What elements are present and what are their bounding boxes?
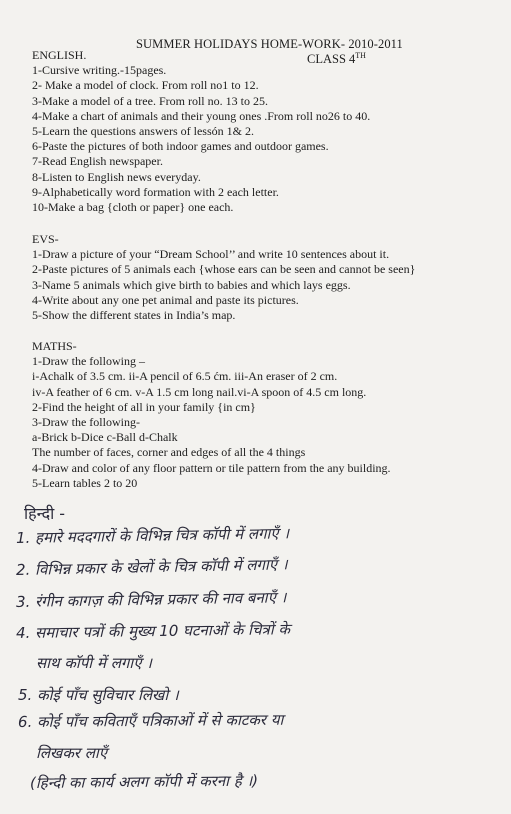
- hindi-item: लिखकर लाएँ: [36, 744, 108, 762]
- english-heading: ENGLISH.: [32, 48, 87, 62]
- maths-item: 1-Draw the following –: [32, 354, 145, 369]
- hindi-item: 2. विभिन्न प्रकार के खेलों के चित्र कॉपी में लगाएँ ।: [15, 555, 288, 579]
- evs-heading: EVS-: [32, 232, 59, 246]
- english-item: 8-Listen to English news everyday.: [32, 169, 201, 184]
- english-item: 9-Alphabetically word formation with 2 each letter.: [32, 184, 279, 199]
- maths-item: The number of faces, corner and edges of all the 4 things: [32, 445, 306, 460]
- evs-item: 3-Name 5 animals which give birth to babies and which lays eggs.: [32, 277, 351, 292]
- english-section: [32, 48, 370, 215]
- class-label-text: CLASS 4: [307, 52, 356, 66]
- hindi-item: साथ कॉपी में लगाएँ ।: [36, 654, 152, 672]
- maths-item: a-Brick b-Dice c-Ball d-Chalk: [32, 430, 178, 445]
- maths-item: i-Achalk of 3.5 cm. ii-A pencil of 6.5 ćm. iii-An eraser of 2 cm.: [32, 369, 338, 384]
- hindi-item: 1. हमारे मददगारों के विभिन्न चित्र कॉपी में लगाएँ ।: [15, 524, 290, 547]
- english-item: 6-Paste the pictures of both indoor games and outdoor games.: [32, 139, 329, 154]
- hindi-heading: हिन्दी -: [24, 504, 66, 523]
- hindi-item: 5. कोई पाँच सुविचार लिखो ।: [18, 686, 179, 704]
- evs-item: 2-Paste pictures of 5 animals each {whose ears can be seen and cannot be seen}: [32, 262, 416, 277]
- evs-item: 4-Write about any one pet animal and paste its pictures.: [32, 292, 299, 307]
- maths-item: 4-Draw and color of any floor pattern or tile pattern from the any building.: [32, 460, 391, 475]
- maths-item: 3-Draw the following-: [32, 415, 140, 430]
- maths-item: 5-Learn tables 2 to 20: [32, 475, 138, 490]
- hindi-item: 6. कोई पाँच कविताएँ पत्रिकाओं में से काटकर या: [17, 710, 284, 731]
- page-title: SUMMER HOLIDAYS HOME-WORK- 2010-2011: [136, 37, 403, 51]
- evs-item: 1-Draw a picture of your “Dream School’’ and write 10 sentences about it.: [32, 247, 390, 262]
- maths-item: iv-A feather of 6 cm. v-A 1.5 cm long nail.vi-A spoon of 4.5 cm long.: [32, 384, 367, 399]
- maths-heading: MATHS-: [32, 339, 77, 353]
- english-item: 3-Make a model of a tree. From roll no. 13 to 25.: [32, 93, 268, 108]
- hindi-item: 3. रंगीन कागज़ की विभिन्न प्रकार की नाव बनाएँ ।: [15, 588, 287, 611]
- class-label-suffix: TH: [355, 51, 366, 60]
- english-item: 10-Make a bag {cloth or paper} one each.: [32, 200, 234, 215]
- maths-item: 2-Find the height of all in your family {in cm}: [32, 399, 256, 414]
- english-item: 7-Read English newspaper.: [32, 154, 163, 169]
- english-item: 5-Learn the questions answers of lessón 1& 2.: [32, 124, 254, 139]
- english-item: 4-Make a chart of animals and their young ones .From roll no26 to 40.: [32, 108, 371, 123]
- maths-section: [32, 339, 391, 491]
- evs-item: 5-Show the different states in India’s map.: [32, 308, 236, 323]
- hindi-item: (हिन्दी का कार्य अलग कॉपी में करना है ।): [29, 771, 259, 792]
- english-item: 1-Cursive writing.-15pages.: [32, 63, 167, 78]
- english-item: 2- Make a model of clock. From roll no1 to 12.: [32, 78, 259, 93]
- evs-section: [32, 232, 415, 323]
- hindi-item: 4. समाचार पत्रों की मुख्य 10 घटनाओं के चित्रों के: [15, 620, 291, 642]
